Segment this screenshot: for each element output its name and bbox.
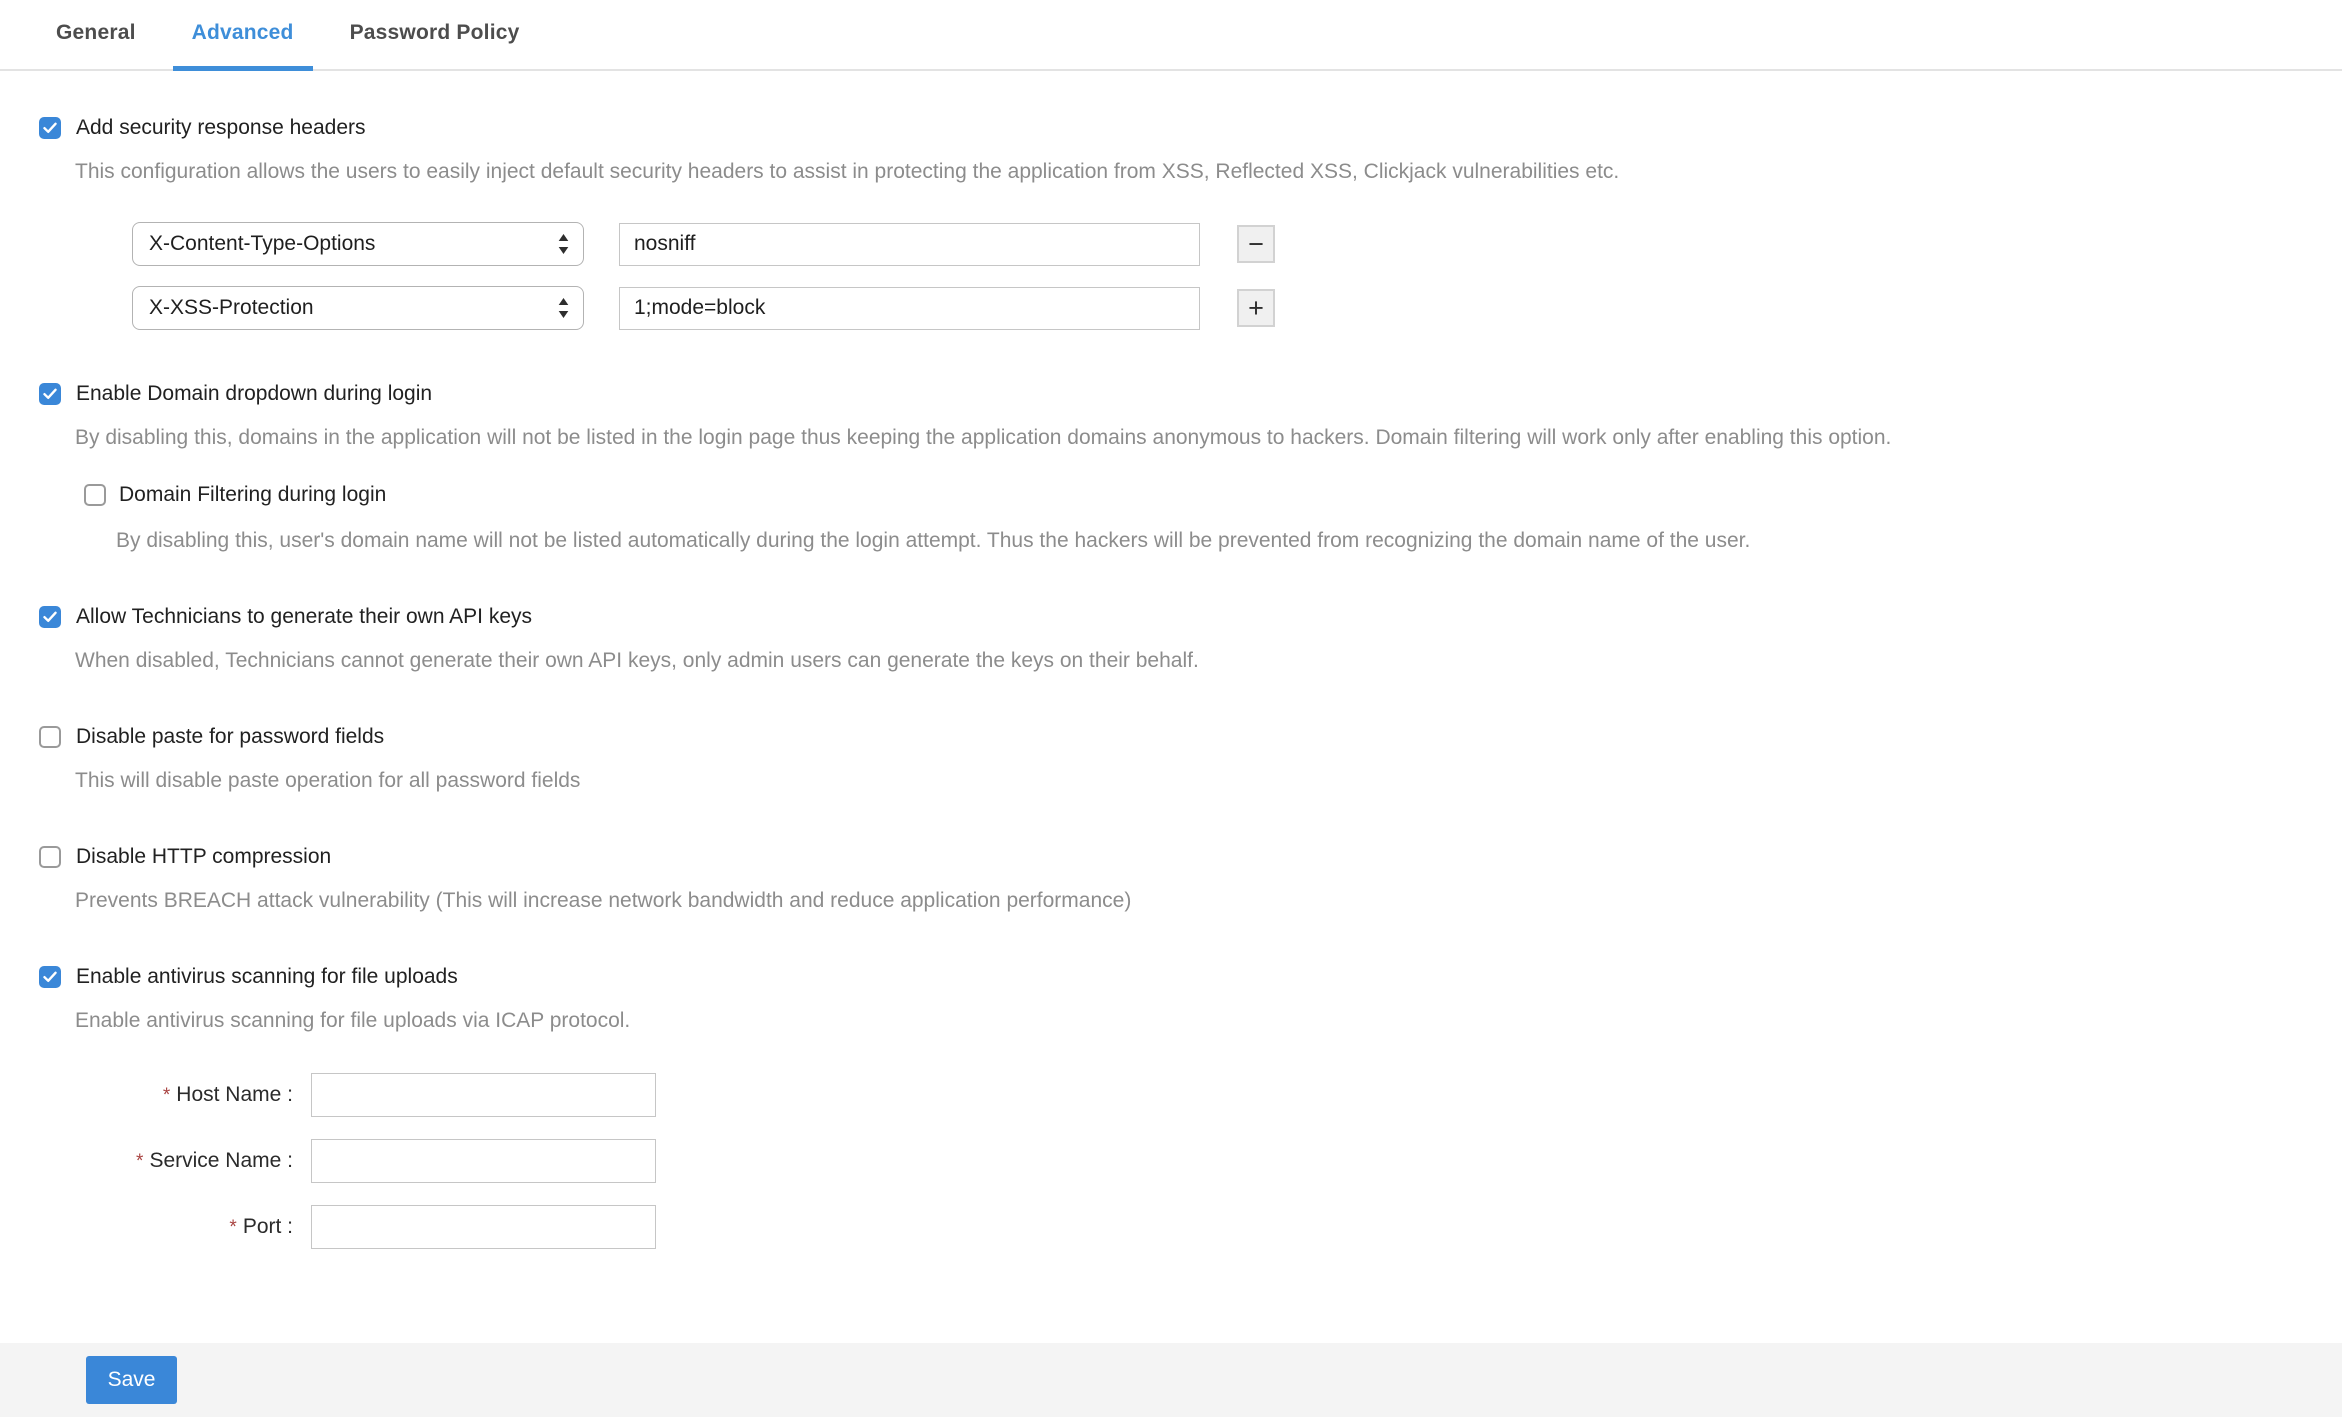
section-domain-filtering xyxy=(84,483,2302,553)
antivirus-checkbox[interactable] xyxy=(39,966,61,988)
save-button[interactable]: Save xyxy=(86,1356,177,1404)
antivirus-description: Enable antivirus scanning for file uploads via ICAP protocol. xyxy=(75,1009,631,1032)
section-disable-paste xyxy=(39,725,2302,793)
domain-dropdown-checkbox[interactable] xyxy=(39,383,61,405)
service-name-label: * Service Name : xyxy=(136,1149,293,1172)
form-row-service-name xyxy=(39,1139,2302,1183)
tab-password-policy[interactable]: Password Policy xyxy=(349,21,520,44)
section-api-keys xyxy=(39,605,2302,673)
port-label: * Port : xyxy=(229,1215,293,1238)
footer-action-bar xyxy=(0,1343,2342,1417)
advanced-settings-panel xyxy=(0,71,2342,1343)
antivirus-label: Enable antivirus scanning for file uploads xyxy=(76,965,458,988)
domain-filtering-checkbox[interactable] xyxy=(84,484,106,506)
api-keys-description: When disabled, Technicians cannot generate their own API keys, only admin users can generate the keys on their behalf. xyxy=(75,649,1199,672)
http-compression-label: Disable HTTP compression xyxy=(76,845,332,868)
required-asterisk: * xyxy=(136,1151,144,1172)
header-name-selected-value: X-Content-Type-Options xyxy=(149,232,376,255)
api-keys-checkbox[interactable] xyxy=(39,606,61,628)
required-asterisk: * xyxy=(162,1085,171,1106)
select-stepper-icon xyxy=(556,232,571,256)
form-row-host-name xyxy=(39,1073,2302,1117)
checkmark-icon xyxy=(43,388,57,400)
host-name-input[interactable] xyxy=(311,1073,656,1117)
remove-header-button[interactable]: − xyxy=(1237,225,1275,263)
required-asterisk: * xyxy=(229,1217,237,1238)
tab-advanced[interactable]: Advanced xyxy=(173,0,313,71)
service-name-input[interactable] xyxy=(311,1139,656,1183)
security-headers-checkbox[interactable] xyxy=(39,117,61,139)
tab-general[interactable]: General xyxy=(56,21,136,44)
header-row xyxy=(132,286,2302,330)
domain-filtering-label: Domain Filtering during login xyxy=(119,483,387,506)
section-antivirus xyxy=(39,965,2302,1249)
header-name-select[interactable] xyxy=(132,222,584,266)
checkmark-icon xyxy=(43,971,57,983)
domain-dropdown-description: By disabling this, domains in the application will not be listed in the login page thus keeping the application domains anonymous to hackers. Domain filtering will work only after enabling this option. xyxy=(75,426,1892,449)
disable-paste-label: Disable paste for password fields xyxy=(76,725,385,748)
header-row xyxy=(132,222,2302,266)
header-value-input[interactable] xyxy=(619,223,1200,266)
disable-paste-checkbox[interactable] xyxy=(39,726,61,748)
disable-paste-description: This will disable paste operation for all password fields xyxy=(75,769,581,792)
section-http-compression xyxy=(39,845,2302,913)
form-row-port xyxy=(39,1205,2302,1249)
domain-filtering-description: By disabling this, user's domain name will not be listed automatically during the login attempt. Thus the hackers will be prevented from recognizing the domain name of the user. xyxy=(116,529,1751,552)
http-compression-checkbox[interactable] xyxy=(39,846,61,868)
checkmark-icon xyxy=(43,122,57,134)
settings-tab-bar xyxy=(0,0,2342,71)
header-name-select[interactable] xyxy=(132,286,584,330)
header-name-selected-value: X-XSS-Protection xyxy=(149,296,314,319)
header-value-input[interactable] xyxy=(619,287,1200,330)
select-stepper-icon xyxy=(556,296,571,320)
section-security-response-headers xyxy=(39,116,2302,330)
checkmark-icon xyxy=(43,611,57,623)
http-compression-description: Prevents BREACH attack vulnerability (This will increase network bandwidth and reduce application performance) xyxy=(75,889,1132,912)
security-headers-label: Add security response headers xyxy=(76,116,366,139)
add-header-button[interactable]: + xyxy=(1237,289,1275,327)
domain-dropdown-label: Enable Domain dropdown during login xyxy=(76,382,433,405)
security-headers-description: This configuration allows the users to easily inject default security headers to assist in protecting the application from XSS, Reflected XSS, Clickjack vulnerabilities etc. xyxy=(75,160,1620,183)
api-keys-label: Allow Technicians to generate their own API keys xyxy=(76,605,533,628)
port-input[interactable] xyxy=(311,1205,656,1249)
section-domain-dropdown xyxy=(39,382,2302,553)
security-header-rows xyxy=(132,222,2302,330)
host-name-label: * Host Name : xyxy=(162,1083,293,1106)
icap-form xyxy=(39,1073,2302,1249)
